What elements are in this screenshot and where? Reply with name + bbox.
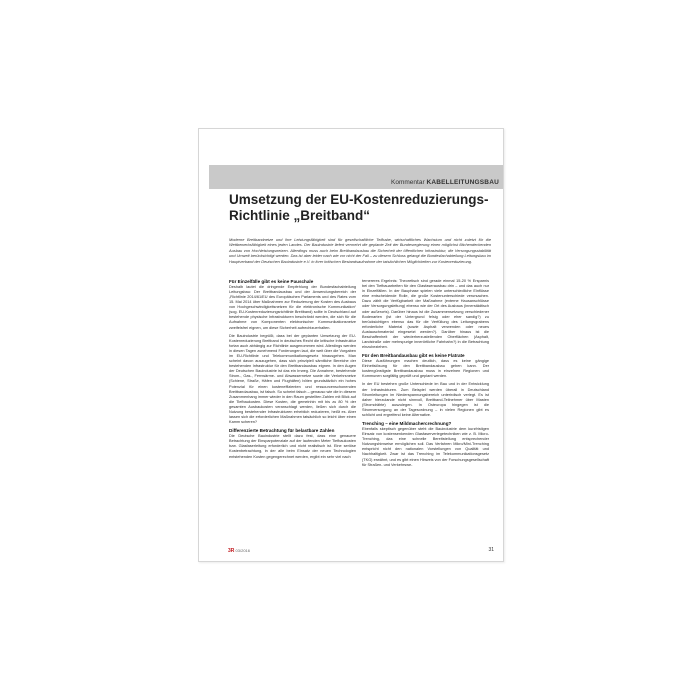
section-heading: Für Einzelfälle gibt es keine Pauschale <box>229 279 314 284</box>
body-paragraph: In der EU bestehen große Unterschiede im Bau und in der Entwicklung der Infrastrukturen. Zum Beispiel werden überall in Deutschland Stromleitungen im Niederspannungsbereich unterirdisch verlegt. Es ist daher hierzulande nicht sinnvoll, Breitband-Teilnehmer über Masten (Stromdrähte) auszulegen. In Osteuropa hingegen ist die Stromversorgung an der Tagesordnung – in vielen Regionen gibt es schlicht und ergreifend keine Alternative. <box>362 382 489 418</box>
text-column-right <box>362 279 489 471</box>
section-topic: KABELLEITUNGSBAU <box>426 179 499 186</box>
section-heading: Für den Breitbandausbau gibt es keine Flatrate <box>362 353 465 359</box>
article-title <box>229 192 499 223</box>
article-title-line-1: Umsetzung der EU-Kostenreduzierungs- <box>229 192 489 207</box>
document-page <box>198 128 504 562</box>
body-paragraph: Deshalb lautet die dringende Empfehlung der Bundesfachabteilung Leitungsbau: Der Breitbandausbau und der Anwendungsbereich der „Richtlinie 2014/61/EU des Europäischen Parlaments und des Rates vom 15. Mai 2014 über Maßnahmen zur Reduzierung der Kosten des Ausbaus von Hochgeschwindigkeitsnetzen für die elektronische Kommunikation“ (sog. EU-Kostenreduzierungsrichtlinie Breitband) sollte in Deutschland auf bestehende physische Infrastrukturen beschränkt werden, die sich für die Aufnahme von Komponenten elektronischer Kommunikationsnetze zweifelsfrei eignen, um diese Sicherheit aufrechtzuerhalten. <box>229 284 356 330</box>
section-name: Kommentar <box>391 179 425 186</box>
body-paragraph: Die Deutsche Bauindustrie stellt dazu fest, dass eine genauere Betrachtung der Einsparpotenziale auf der laufenden Meter Tiefbaukosten bzw. Glasfaserleitung erforderlich und nicht realistisch ist. Eine seriöse Kostenbetrachtung, in der alle beim Einsatz der neuen Technologien entstehenden Kosten gegengerechnet werden, ergibt ein sehr viel nach <box>229 434 356 459</box>
publication-logo <box>228 548 250 554</box>
article-title-line-2: Richtlinie „Breitband“ <box>229 207 371 223</box>
body-paragraph: Die Bauindustrie begrüßt, dass bei der geplanten Umsetzung der EU-Kostenreduzierung Breitband in deutsches Recht die kritische Infrastruktur fortan auch abhängig zur Richtlinie ausgenommen wird. Allerdings werden in diesen Tagen zunehmend Forderungen laut, die weit über die Vorgaben im EU-Richtlinie und Telekommunikationsgesetz hinausgehen. Man scheint davon auszugehen, dass sich prinzipiell sämtliche Bereiche der bestehenden Infrastruktur für den Breitbandausbau eignen. In den Augen der Deutschen Bauindustrie ist das ein Irrweg. Die Annahme, bestehende Strom-, Gas-, Fernwärme- und Abwassernetze sowie die Verkehrsnetze (Schiene, Straße, Häfen und Flughäfen) böten grundsätzlich ein hohes Potenzial für einen kosteneffizienten und ressourcenschonenden Breitbandausbau, ist falsch. So scheint falsch – genauso wie die in diesem Zusammenhang immer wieder in den Raum gestellten Zahlen mit Blick auf die Tiefbaukosten. Diese Kosten, die gemeinhin mit bis zu 80 % der gesamten Ausbaukosten veranschlagt werden, ließen sich durch die Nutzung bestehender Infrastrukturen erheblich reduzieren, heißt es. Aber lassen sich die erforderlichen Maßnahmen tatsächlich so leicht über einen Kamm scheren? <box>229 333 356 425</box>
page-number: 31 <box>488 547 494 553</box>
body-paragraph: Diese Ausführungen machen deutlich, dass es keine gängige Einheitslösung für den Breitbandausbau geben kann. Der kostengünstigste Breitbandausbau muss in einzelnen Regionen und Kommunen sorgfältig geprüft und geplant werden. <box>362 359 489 379</box>
text-column-left <box>229 279 356 463</box>
body-paragraph: Ebenfalls skeptisch gegenüber steht die Bauindustrie dem kurzfristigen Einsatz von kostensenkenden Glasfaserverlegetechniken wie z. B. Micro-Trenching, das eine schnelle Bereitstellung entsprechender Nutzungshinweise ermöglichen soll. Das Verfahren Mikro/Mini-Trenching entspricht nicht den nationalen Vorstellungen von Qualität und Nachhaltigkeit. Zwar ist das Trenching im Telekommunikationsgesetz (TKG) erwähnt, und es gibt einen Hinweis von der Forschungsgesellschaft für Straßen- und Verkehrswe- <box>362 426 489 467</box>
section-header-band <box>209 165 503 189</box>
body-paragraph: ternereres Ergebnis: Theoretisch sind gerade einmal 15-20 % Ersparnis bei den Tiefbauarbeiten für den Glasfaserausbau drin – und das auch nur in Einzelfällen. In der Bauphase spielen viele unterschiedliche Einflüsse eine entscheidende Rolle, die große Kostenunterschiede verursachen. Dazu zählt die Verfügbarkeit der Maßnahme (externe Hausanschlüsse oder Versorgungsleitung) ebenso wie der Ort des Ausbaus (innerstädtisch oder außerorts). Darüber hinaus ist die Zusammensetzung verschiedener Bodenarten (ist der Untergrund felsig oder eher sandig?) zu berücksichtigen ebenso das für die Verfüllung des Leitungsgrabens erforderliche Material (sowie Asphalt verwenden oder neues Austauschmaterial eingesetzt werden?). Darüber hinaus ist die Beschaffenheit der wiederherzustellenden Oberflächen (Asphalt, Landstraße oder mehrspurige innerörtliche Fahrbahn?) in die Betrachtung einzubeziehen. <box>362 279 489 350</box>
logo-mark: 3R <box>228 548 235 554</box>
article-lead: Moderne Breitbandnetze und ihre Leistungsfähigkeit sind für gesellschaftliche Teilhabe, wirtschaftliches Wachstum und nicht zuletzt für die Wettbewerbsfähigkeit eines jeden Landes. Der Bauindustrie liefert vermehrt die geplante Zeit der Bundesregierung einen möglichst flächendeckenden Ausbau von Hochleistungsnetzen. Allerdings muss auch beim Breitbandausbau die Sicherheit der öffentlichen Infrastruktur, die Versorgungsstabilität und Umwelt berücksichtigt werden. Das ist aber leider nach wie vor nicht der Fall – zu diesem Schluss gelangt die Bundesfachabteilung Leitungsbau im Hauptverband der Deutschen Bauindustrie e.V. in ihrer kritischen Bestandsaufnahme der tatsächlichen Möglichkeiten zur Kostenreduzierung. <box>229 237 491 264</box>
section-heading: Trenching – eine Mildmachercrechnung? <box>362 421 452 427</box>
section-heading: Differenzierte Betrachtung für belastbare Zahlen <box>229 428 335 434</box>
section-label <box>391 179 499 187</box>
issue-label: 03/2016 <box>235 548 250 553</box>
